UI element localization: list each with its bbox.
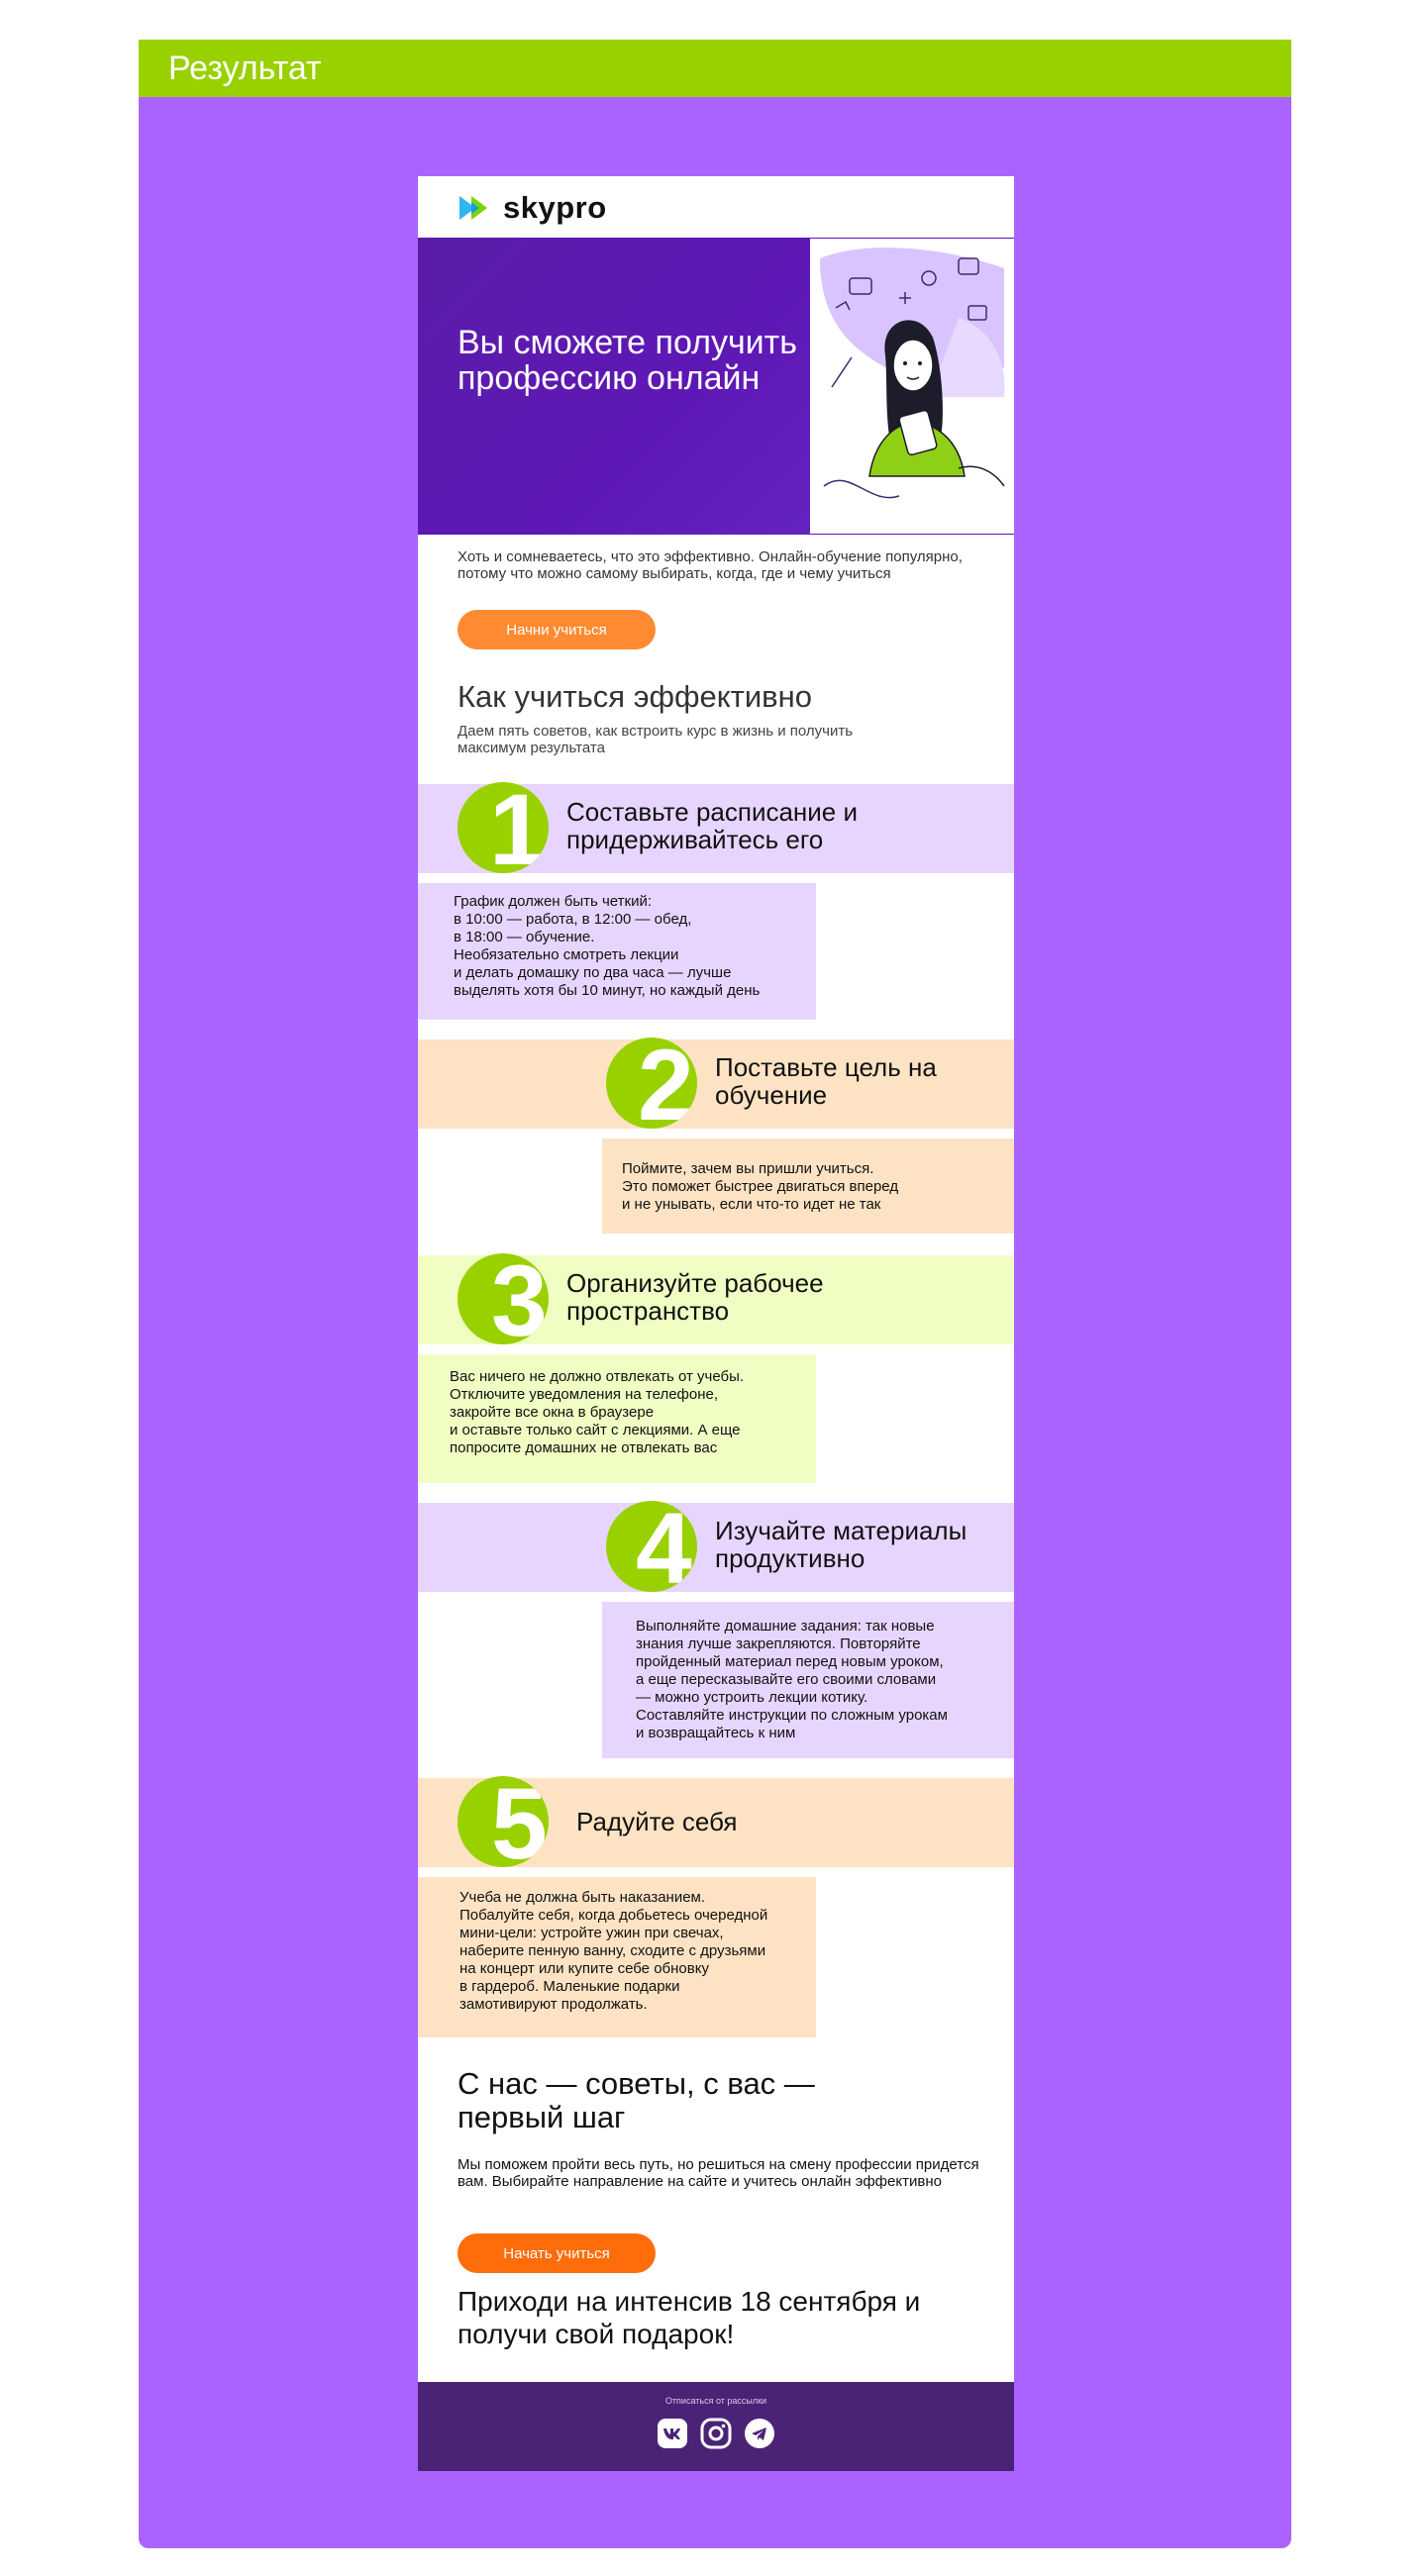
hero-title: Вы сможете получить профессию онлайн (458, 324, 797, 397)
email-preview (418, 176, 1014, 2471)
bottom-text: Мы поможем пройти весь путь, но решиться на смену профессии придется вам. Выбирайте направление на сайте и учитесь онлайн эффективно (458, 2156, 979, 2190)
step-4-title: Изучайте материалы продуктивно (715, 1516, 968, 1573)
step-2-circle (606, 1038, 697, 1129)
vk-icon[interactable] (657, 2418, 688, 2449)
step-2-number: 2 (638, 1038, 694, 1129)
result-title: Результат (168, 50, 322, 87)
step-5-title: Радуйте себя (576, 1807, 738, 1836)
skypro-logo[interactable] (458, 192, 656, 224)
step-2-card: Поймите, зачем вы пришли учиться. Это поможет быстрее двигаться вперед и не унывать, если что-то идет не так (602, 1139, 1014, 1234)
start-learning-button-2[interactable]: Начать учиться (458, 2233, 656, 2273)
bottom-title: С нас — советы, с вас — первый шаг (458, 2066, 815, 2134)
result-header (139, 40, 1291, 97)
student-illustration (810, 239, 1014, 534)
how-to-learn-title: Как учиться эффективно (458, 679, 813, 714)
hero-illustration (810, 238, 1014, 535)
step-5-circle (458, 1776, 549, 1867)
step-5-card: Учеба не должна быть наказанием. Побалуйте себя, когда добьетесь очередной мини-цели: устройте ужин при свечах, наберите пенную ванну, сходите с друзьями на концерт или купите себе обновку в гардероб. Маленькие подарки замотивируют продолжать. (418, 1877, 816, 2037)
social-links (657, 2418, 775, 2449)
telegram-icon[interactable] (744, 2418, 775, 2449)
step-3-number: 3 (491, 1253, 548, 1344)
logo-text: skypro (503, 190, 607, 225)
step-1-circle (458, 782, 549, 873)
how-to-learn-subtitle: Даем пять советов, как встроить курс в жизнь и получить максимум результата (458, 723, 854, 756)
step-4-card: Выполняйте домашние задания: так новые знания лучше закрепляются. Повторяйте пройденный материал перед новым уроком, а еще пересказывайте его своими словами — можно устроить лекции котику. Составляйте инструкции по сложным урокам и возвращайтесь к ним (602, 1602, 1014, 1758)
unsubscribe-link[interactable]: Отписаться от рассылки (664, 2396, 767, 2406)
step-3-circle (458, 1253, 549, 1344)
email-footer (418, 2382, 1014, 2471)
step-5-number: 5 (491, 1776, 548, 1867)
step-4-circle (606, 1501, 697, 1592)
step-2-title: Поставьте цель на обучение (715, 1052, 937, 1110)
step-3-title: Организуйте рабочее пространство (566, 1268, 824, 1326)
step-1-number: 1 (489, 782, 546, 873)
start-learning-button[interactable]: Начни учиться (458, 610, 656, 649)
step-4-number: 4 (636, 1501, 692, 1592)
step-1-title: Составьте расписание и придерживайтесь его (566, 797, 859, 854)
skypro-logo-icon (458, 194, 495, 222)
promo-title: Приходи на интенсив 18 сентября и получи свой подарок! (458, 2286, 921, 2349)
instagram-icon[interactable] (700, 2418, 732, 2449)
step-3-card: Вас ничего не должно отвлекать от учебы. Отключите уведомления на телефоне, закройте все окна в браузере и оставьте только сайт с лекциями. А еще попросите домашних не отвлекать вас (418, 1354, 816, 1483)
step-1-card: График должен быть четкий: в 10:00 — работа, в 12:00 — обед, в 18:00 — обучение. Необязательно смотреть лекции и делать домашку по два часа — лучше выделять хотя бы 10 минут, но каждый день (418, 883, 816, 1020)
intro-text: Хоть и сомневаетесь, что это эффективно. Онлайн-обучение популярно, потому что можно самому выбирать, когда, где и чему учиться (458, 548, 963, 582)
